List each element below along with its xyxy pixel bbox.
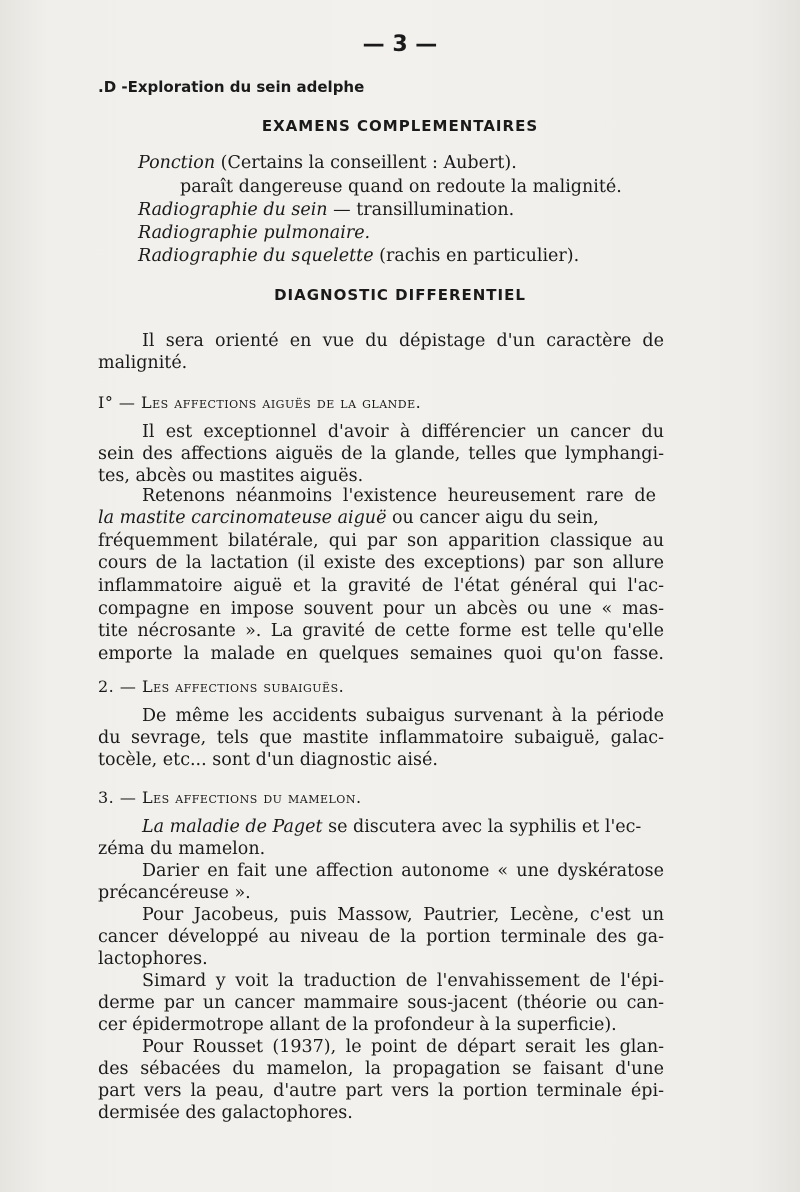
s3-p5-line-1: Pour Rousset (1937), le point de départ serait les glan- [142, 1037, 664, 1057]
s3-p3-line-2: cancer développé au niveau de la portion terminale des ga- [98, 927, 664, 947]
exam-line-1 [138, 152, 517, 174]
heading-diagnostic: DIAGNOSTIC DIFFERENTIEL [274, 286, 526, 304]
body-text: se discutera avec la syphilis et l'ec- [322, 817, 642, 837]
s3-p1-line-2: zéma du mamelon. [98, 839, 266, 859]
s3-p1-line-1 [142, 816, 664, 838]
s3-p4-line-3: cer épidermotrope allant de la profondeur à la superficie). [98, 1015, 617, 1035]
section-title-3: 3. — Les affections du mamelon. [98, 788, 362, 807]
s1-p1-line-1: Il est exceptionnel d'avoir à différencier un cancer du [142, 422, 664, 442]
section-heading-d: .D -Exploration du sein adelphe [98, 78, 365, 96]
page-number: — 3 — [362, 32, 438, 57]
s3-p5-line-2: des sébacées du mamelon, la propagation se faisant d'une [98, 1059, 664, 1079]
s3-p2-line-1: Darier en fait une affection autonome « une dyskératose [142, 861, 664, 881]
s2-line-3: tocèle, etc... sont d'un diagnostic aisé. [98, 750, 438, 770]
intro-line-2: malignité. [98, 353, 188, 373]
s1-p2-line-8: emporte la malade en quelques semaines quoi qu'on fasse. [98, 644, 664, 664]
s3-p4-line-2: derme par un cancer mammaire sous-jacent (théorie ou can- [98, 993, 664, 1013]
exam-line-4 [138, 222, 370, 244]
exam-term: Radiographie du sein [138, 200, 328, 220]
s1-p2-line-3: fréquemment bilatérale, qui par son apparition classique au [98, 531, 664, 551]
s1-p1-line-3: tes, abcès ou mastites aiguës. [98, 466, 364, 486]
exam-term: Ponction [138, 153, 216, 173]
exam-term: Radiographie pulmonaire. [138, 223, 371, 243]
s3-p5-line-3: part vers la peau, d'autre part vers la portion terminale épi- [98, 1081, 664, 1101]
s2-line-2: du sevrage, tels que mastite inflammatoire subaiguë, galac- [98, 728, 664, 748]
exam-line-3 [138, 199, 514, 221]
exam-term: Radiographie du squelette [138, 246, 374, 266]
intro-line-1: Il sera orienté en vue du dépistage d'un caractère de [142, 331, 664, 351]
s3-p2-line-2: précancéreuse ». [98, 883, 251, 903]
emphasis-text: La maladie de Paget [142, 817, 323, 837]
s1-p2-line-2 [98, 507, 664, 529]
body-text: ou cancer aigu du sein, [386, 508, 599, 528]
section-title-1: I° — Les affections aiguës de la glande. [98, 393, 422, 412]
s1-p2-line-6: compagne en impose souvent pour un abcès ou une « mas- [98, 599, 664, 619]
s1-p2-line-7: tite nécrosante ». La gravité de cette forme est telle qu'elle [98, 621, 664, 641]
exam-line-2 [180, 176, 622, 198]
s2-line-1: De même les accidents subaigus survenant à la période [142, 706, 664, 726]
emphasis-text: la mastite carcinomateuse aiguë [98, 508, 387, 528]
exam-rest: — transillumination. [327, 200, 515, 220]
exam-rest: paraît dangereuse quand on redoute la malignité. [180, 177, 622, 197]
s1-p2-line-4: cours de la lactation (il existe des exceptions) par son allure [98, 553, 664, 573]
s3-p4-line-1: Simard y voit la traduction de l'envahissement de l'épi- [142, 971, 664, 991]
exam-rest: (Certains la conseillent : Aubert). [215, 153, 517, 173]
heading-examens: EXAMENS COMPLEMENTAIRES [261, 117, 539, 135]
exam-line-5 [138, 245, 579, 267]
s3-p5-line-4: dermisée des galactophores. [98, 1103, 353, 1123]
exam-rest: (rachis en particulier). [373, 246, 580, 266]
s1-p1-line-2: sein des affections aiguës de la glande, telles que lymphangi- [98, 444, 664, 464]
s3-p3-line-3: lactophores. [98, 949, 208, 969]
s3-p3-line-1: Pour Jacobeus, puis Massow, Pautrier, Lecène, c'est un [142, 905, 664, 925]
section-title-2: 2. — Les affections subaiguës. [98, 677, 345, 696]
s1-p2-line-5: inflammatoire aiguë et la gravité de l'état général qui l'ac- [98, 576, 664, 596]
s1-p2-line-1: Retenons néanmoins l'existence heureusement rare de [142, 486, 656, 506]
